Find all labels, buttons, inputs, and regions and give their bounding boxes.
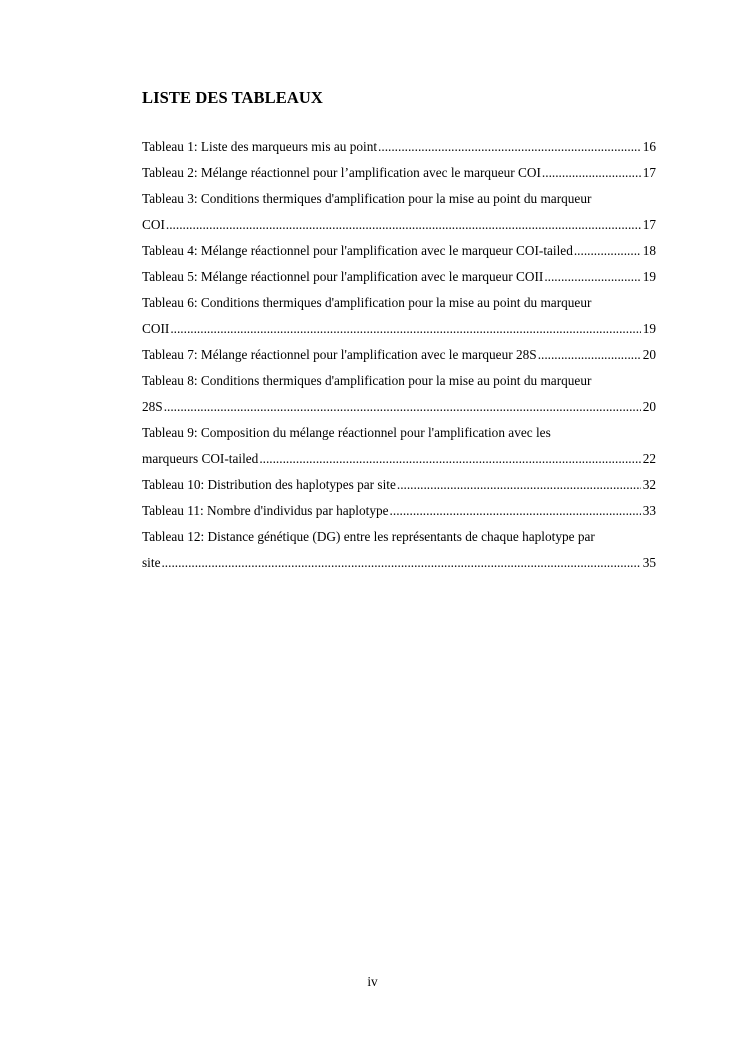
list-item[interactable] xyxy=(142,264,656,290)
entry-page: 20 xyxy=(642,347,656,362)
list-item[interactable] xyxy=(142,134,656,160)
entry-title: Tableau 10: Distribution des haplotypes par site xyxy=(142,477,396,492)
entry-title: Tableau 4: Mélange réactionnel pour l'amplification avec le marqueur COI-tailed xyxy=(142,243,573,258)
entry-page: 16 xyxy=(642,139,656,154)
page-title: LISTE DES TABLEAUX xyxy=(142,88,323,107)
entry-title-continuation: COI xyxy=(142,217,165,232)
entry-page: 35 xyxy=(642,555,656,570)
entry-page: 19 xyxy=(642,269,656,284)
dot-leader xyxy=(574,238,641,264)
list-item[interactable] xyxy=(142,186,656,238)
list-item[interactable] xyxy=(142,342,656,368)
entry-title: Tableau 12: Distance génétique (DG) entre les représentants de chaque haplotype par xyxy=(142,529,595,544)
entry-title-continuation: 28S xyxy=(142,399,163,414)
entry-title: Tableau 8: Conditions thermiques d'amplification pour la mise au point du marqueur xyxy=(142,373,592,388)
dot-leader xyxy=(390,498,641,524)
entry-page: 33 xyxy=(642,503,656,518)
entry-page: 32 xyxy=(642,477,656,492)
dot-leader xyxy=(397,472,641,498)
entry-page: 19 xyxy=(642,321,656,336)
dot-leader xyxy=(166,212,641,238)
list-item[interactable] xyxy=(142,420,656,472)
list-item[interactable] xyxy=(142,524,656,576)
entry-title-continuation: marqueurs COI-tailed xyxy=(142,451,259,466)
entry-title: Tableau 2: Mélange réactionnel pour l’amplification avec le marqueur COI xyxy=(142,165,541,180)
dot-leader xyxy=(161,550,640,576)
entry-title-continuation: COII xyxy=(142,321,170,336)
list-item[interactable] xyxy=(142,290,656,342)
page-number: iv xyxy=(367,974,378,989)
entry-page: 22 xyxy=(642,451,656,466)
dot-leader xyxy=(542,160,641,186)
dot-leader xyxy=(170,316,640,342)
dot-leader xyxy=(259,446,640,472)
dot-leader xyxy=(378,134,641,160)
entry-title: Tableau 11: Nombre d'individus par haplotype xyxy=(142,503,389,518)
table-list xyxy=(142,134,656,576)
entry-page: 18 xyxy=(642,243,656,258)
entry-title: Tableau 9: Composition du mélange réactionnel pour l'amplification avec les xyxy=(142,425,551,440)
entry-page: 17 xyxy=(642,217,656,232)
list-item[interactable] xyxy=(142,498,656,524)
entry-title: Tableau 3: Conditions thermiques d'amplification pour la mise au point du marqueur xyxy=(142,191,592,206)
dot-leader xyxy=(164,394,641,420)
entry-title: Tableau 6: Conditions thermiques d'amplification pour la mise au point du marqueur xyxy=(142,295,592,310)
dot-leader xyxy=(544,264,640,290)
entry-title: Tableau 7: Mélange réactionnel pour l'amplification avec le marqueur 28S xyxy=(142,347,537,362)
list-item[interactable] xyxy=(142,160,656,186)
entry-title-continuation: site xyxy=(142,555,161,570)
entry-title: Tableau 5: Mélange réactionnel pour l'amplification avec le marqueur COII xyxy=(142,269,544,284)
list-item[interactable] xyxy=(142,368,656,420)
list-item[interactable] xyxy=(142,472,656,498)
entry-title: Tableau 1: Liste des marqueurs mis au point xyxy=(142,139,378,154)
entry-page: 17 xyxy=(642,165,656,180)
dot-leader xyxy=(538,342,641,368)
list-item[interactable] xyxy=(142,238,656,264)
entry-page: 20 xyxy=(642,399,656,414)
